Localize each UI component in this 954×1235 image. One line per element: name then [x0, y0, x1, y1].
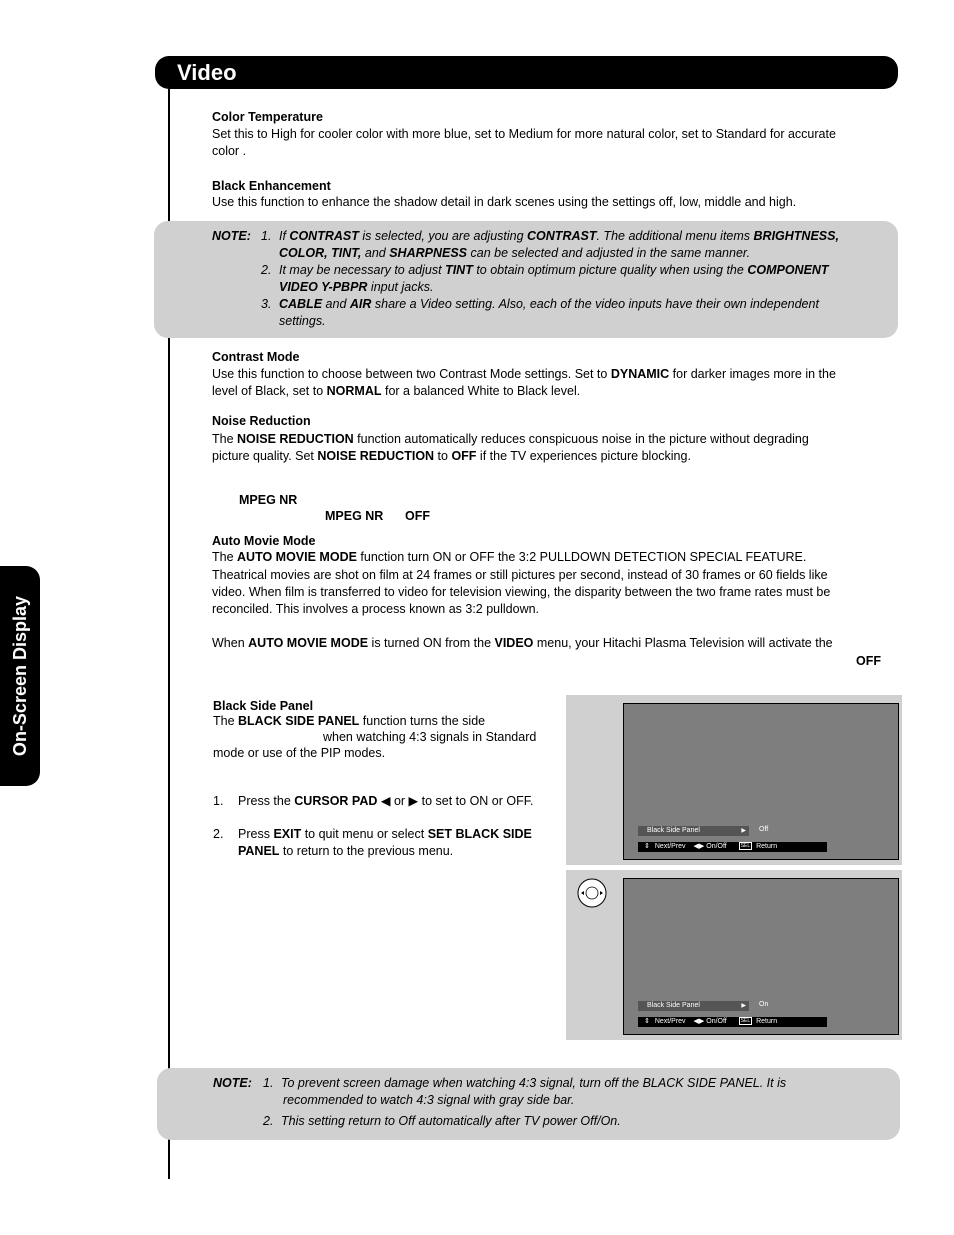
note-1-label: NOTE: [212, 229, 251, 243]
up-down-icon: ⇕ [644, 1018, 650, 1025]
noise-line1: The NOISE REDUCTION function automatically reduces conspicuous noise in the picture without degrading [212, 432, 809, 446]
color-temp-line1: Set this to High for cooler color with more blue, set to Medium for more natural color, set to Standard for accurate [212, 127, 836, 141]
note-1-item2-line1: It may be necessary to adjust TINT to obtain optimum picture quality when using the COMPONENT [279, 263, 829, 277]
auto-movie-line5: When AUTO MOVIE MODE is turned ON from the VIDEO menu, your Hitachi Plasma Television will activate the [212, 636, 833, 650]
auto-movie-line2: Theatrical movies are shot on film at 24 frames or still pictures per second, instead of 30 frames or 60 fields like [212, 568, 828, 582]
osd-2-menu-item: Black Side Panel ▶ [638, 1001, 749, 1011]
note-2-item2-num: 2. [263, 1114, 274, 1128]
note-1-item1-num: 1. [261, 229, 272, 243]
note-2-item1-num: 1. [263, 1076, 274, 1090]
osd-2-value: On [759, 1001, 769, 1008]
color-temp-heading: Color Temperature [212, 110, 323, 124]
note-2-item1-line2: recommended to watch 4:3 signal with gray side bar. [283, 1093, 575, 1107]
title-bar [155, 56, 898, 89]
black-enh-heading: Black Enhancement [212, 179, 331, 193]
color-temp-line2: color . [212, 144, 247, 158]
note-2-item2-line1: This setting return to Off automatically after TV power Off/On. [281, 1114, 621, 1128]
contrast-mode-line2: level of Black, set to NORMAL for a balanced White to Black level. [212, 384, 581, 398]
contrast-mode-heading: Contrast Mode [212, 350, 300, 364]
arrow-right-icon: ▶ [741, 828, 746, 834]
note-2-item1-line1: To prevent screen damage when watching 4:3 signal, turn off the BLACK SIDE PANEL. It is [281, 1076, 787, 1090]
arrow-right-icon: ▶ [741, 1003, 746, 1009]
left-right-icon: ◀▶ [693, 1018, 705, 1025]
noise-heading: Noise Reduction [212, 414, 311, 428]
tv-screen-2 [623, 878, 899, 1035]
note-1-item3-num: 3. [261, 297, 272, 311]
auto-movie-line3: video. When film is transferred to video for television viewing, the disparity between the two frame rates must be [212, 585, 831, 599]
step1-text: Press the CURSOR PAD ◀ or ▶ to set to ON or OFF. [238, 794, 534, 808]
side-tab-label: On-Screen Display [9, 595, 30, 757]
black-side-heading: Black Side Panel [213, 699, 314, 713]
side-tab-label-wrap [0, 566, 40, 786]
mpeg-nr-label-1: MPEG NR [239, 493, 298, 507]
auto-movie-off: OFF [856, 654, 881, 668]
tv-screen-1 [623, 703, 899, 860]
mpeg-nr-label-2: MPEG NR [325, 509, 384, 523]
note-2 [213, 1075, 883, 1131]
note-1-item2-line2: VIDEO Y-PBPR input jacks. [279, 280, 434, 294]
black-enh-line1: Use this function to enhance the shadow detail in dark scenes using the settings off, low, middle and high. [212, 195, 797, 209]
osd-1-help-bar: ⇕ Next/Prev ◀▶ On/Off SEL Return [638, 842, 827, 852]
note-1-item1-line2: COLOR, TINT, and SHARPNESS can be selected and adjusted in the same manner. [279, 246, 751, 260]
mpeg-nr-off: OFF [405, 509, 430, 523]
note-1 [212, 228, 894, 330]
osd-1-menu-item: Black Side Panel ▶ [638, 826, 749, 836]
osd-1-value: Off [759, 826, 769, 833]
step2-line2: PANEL to return to the previous menu. [238, 844, 454, 858]
osd-2-help-bar: ⇕ Next/Prev ◀▶ On/Off SEL Return [638, 1017, 827, 1027]
note-1-item1-line1: If CONTRAST is selected, you are adjusting CONTRAST. The additional menu items BRIGHTNESS, [279, 229, 839, 243]
note-2-label: NOTE: [213, 1076, 252, 1090]
auto-movie-line4: reconciled. This involves a process known as 3:2 pulldown. [212, 602, 540, 616]
black-side-line2: when watching 4:3 signals in Standard [323, 730, 537, 744]
step2-num: 2. [213, 827, 224, 841]
step1-num: 1. [213, 794, 224, 808]
auto-movie-line1: The AUTO MOVIE MODE function turn ON or OFF the 3:2 PULLDOWN DETECTION SPECIAL FEATURE. [212, 550, 807, 564]
up-down-icon: ⇕ [644, 843, 650, 850]
noise-line2: picture quality. Set NOISE REDUCTION to OFF if the TV experiences picture blocking. [212, 449, 691, 463]
contrast-mode-line1: Use this function to choose between two Contrast Mode settings. Set to DYNAMIC for darker images more in the [212, 367, 836, 381]
note-1-item3-line2: settings. [279, 314, 326, 328]
left-right-icon: ◀▶ [693, 843, 705, 850]
black-side-line3: mode or use of the PIP modes. [213, 746, 386, 760]
note-1-item3-line1: CABLE and AIR share a Video setting. Also, each of the video inputs have their own independent [279, 297, 819, 311]
cursor-pad-icon [577, 878, 607, 908]
note-1-item2-num: 2. [261, 263, 272, 277]
step2-line1: Press EXIT to quit menu or select SET BLACK SIDE [238, 827, 532, 841]
page-title: Video [177, 60, 237, 85]
auto-movie-heading: Auto Movie Mode [212, 534, 316, 548]
black-side-line1: The BLACK SIDE PANEL function turns the side [213, 714, 486, 728]
